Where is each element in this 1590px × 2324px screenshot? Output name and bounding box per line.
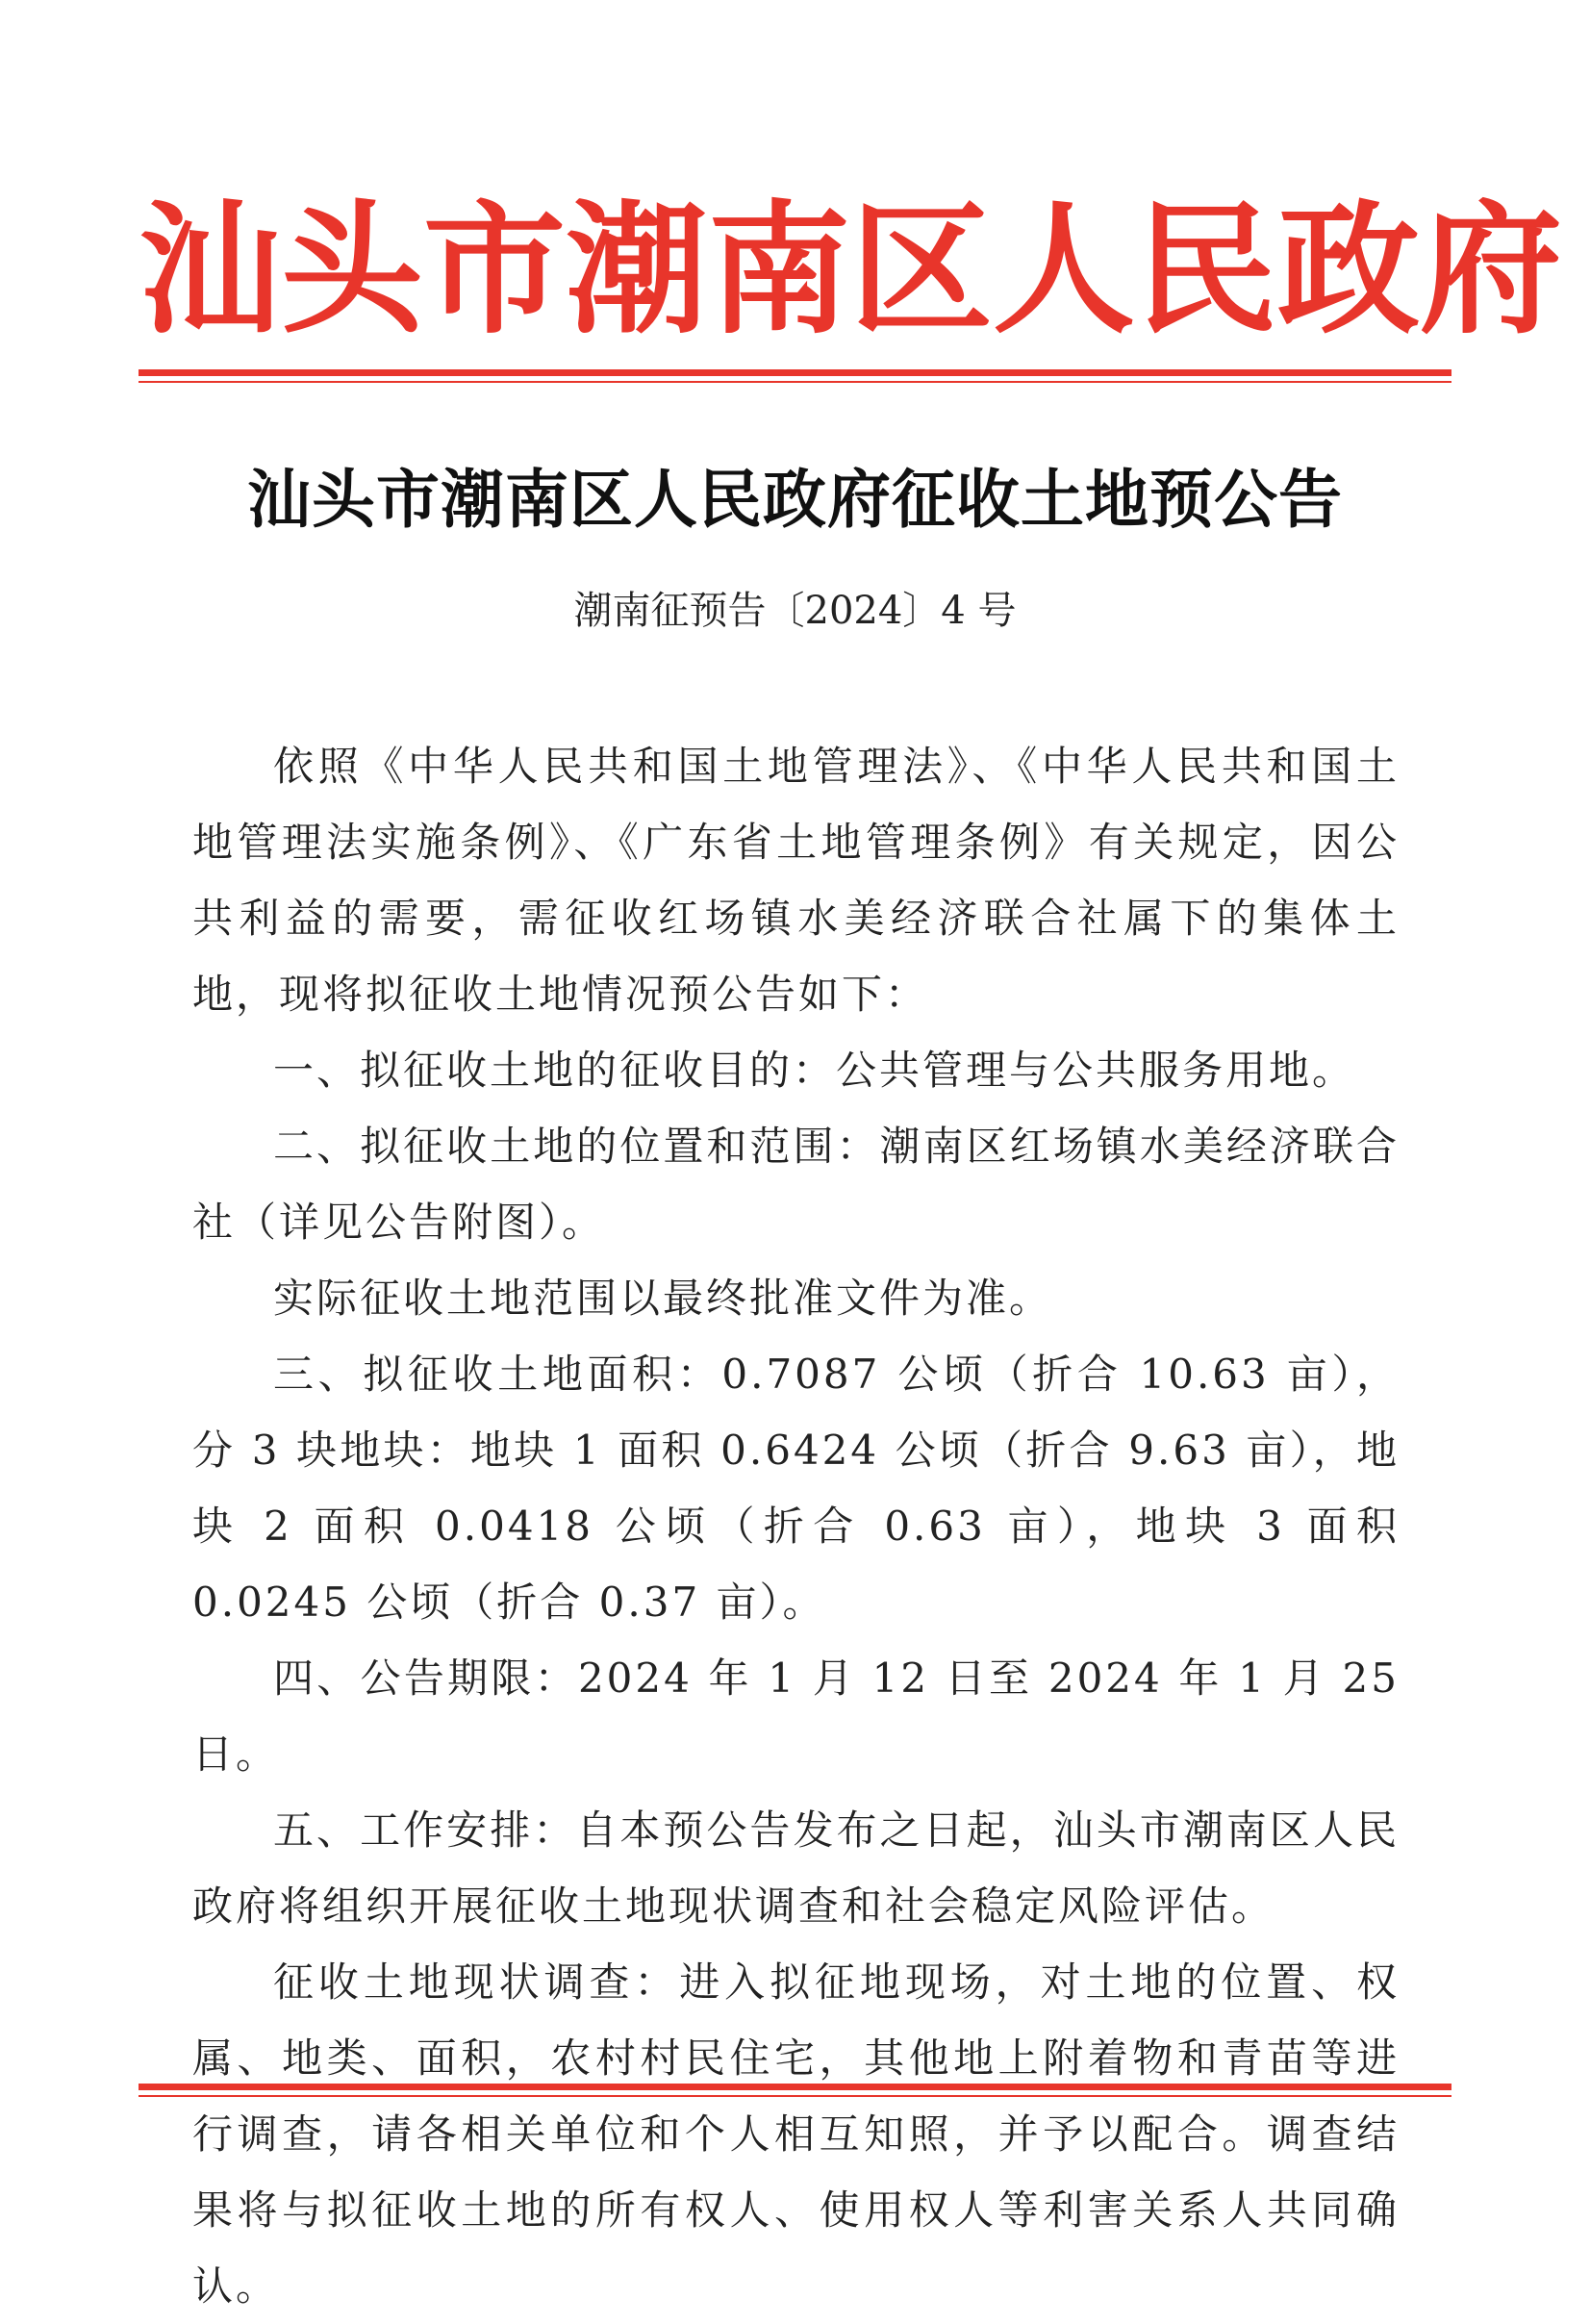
masthead-char: 区 [850, 188, 993, 353]
footer-divider [139, 2084, 1451, 2097]
masthead-char: 头 [281, 188, 423, 353]
masthead [139, 188, 1562, 353]
paragraph-purpose: 一、拟征收土地的征收目的：公共管理与公共服务用地。 [273, 1047, 1356, 1094]
paragraph-legal-basis: 依照《中华人民共和国土地管理法》、《中华人民共和国土地管理法实施条例》、《广东省土地管理条例》有关规定，因公共利益的需要，需征收红场镇水美经济联合社属下的集体土地，现将拟征收土地情况预公告如下： [192, 743, 1400, 1018]
masthead-char: 民 [1135, 188, 1277, 353]
paragraph-period: 四、公告期限：2024 年 1 月 12 日至 2024 年 1 月 25 日。 [192, 1655, 1400, 1778]
masthead-char: 府 [1420, 188, 1562, 353]
paragraph-location: 二、拟征收土地的位置和范围：潮南区红场镇水美经济联合社（详见公告附图）。 [192, 1123, 1400, 1246]
header-divider-thick [139, 369, 1451, 376]
header-divider-thin [139, 381, 1451, 383]
paragraph-scope-note: 实际征收土地范围以最终批准文件为准。 [273, 1275, 1053, 1322]
footer-divider-thick [139, 2084, 1451, 2090]
masthead-char: 潮 [566, 188, 708, 353]
paragraph-arrangement: 五、工作安排：自本预公告发布之日起，汕头市潮南区人民政府将组织开展征收土地现状调查和社会稳定风险评估。 [192, 1806, 1400, 1930]
masthead-char: 市 [423, 188, 566, 353]
header-divider [139, 369, 1451, 383]
footer-divider-thin [139, 2095, 1451, 2097]
masthead-char: 南 [708, 188, 850, 353]
document-title: 汕头市潮南区人民政府征收土地预公告 [247, 463, 1343, 537]
document-number: 潮南征预告〔2024〕4 号 [573, 589, 1017, 633]
masthead-char: 政 [1277, 188, 1420, 353]
paragraph-survey: 征收土地现状调查：进入拟征地现场，对土地的位置、权属、地类、面积，农村村民住宅，其他地上附着物和青苗等进行调查，请各相关单位和个人相互知照，并予以配合。调查结果将与拟征收土地的所有权人、使用权人等利害关系人共同确认。 [192, 1958, 1400, 2310]
masthead-char: 汕 [139, 188, 281, 353]
masthead-char: 人 [993, 188, 1135, 353]
paragraph-area: 三、拟征收土地面积：0.7087 公顷（折合 10.63 亩），分 3 块地块：地块 1 面积 0.6424 公顷（折合 9.63 亩），地块 2 面积 0.0418 公顷（折合 0.63 亩），地块 3 面积 0.0245 公顷（折合 0.37 亩）。 [192, 1351, 1400, 1626]
